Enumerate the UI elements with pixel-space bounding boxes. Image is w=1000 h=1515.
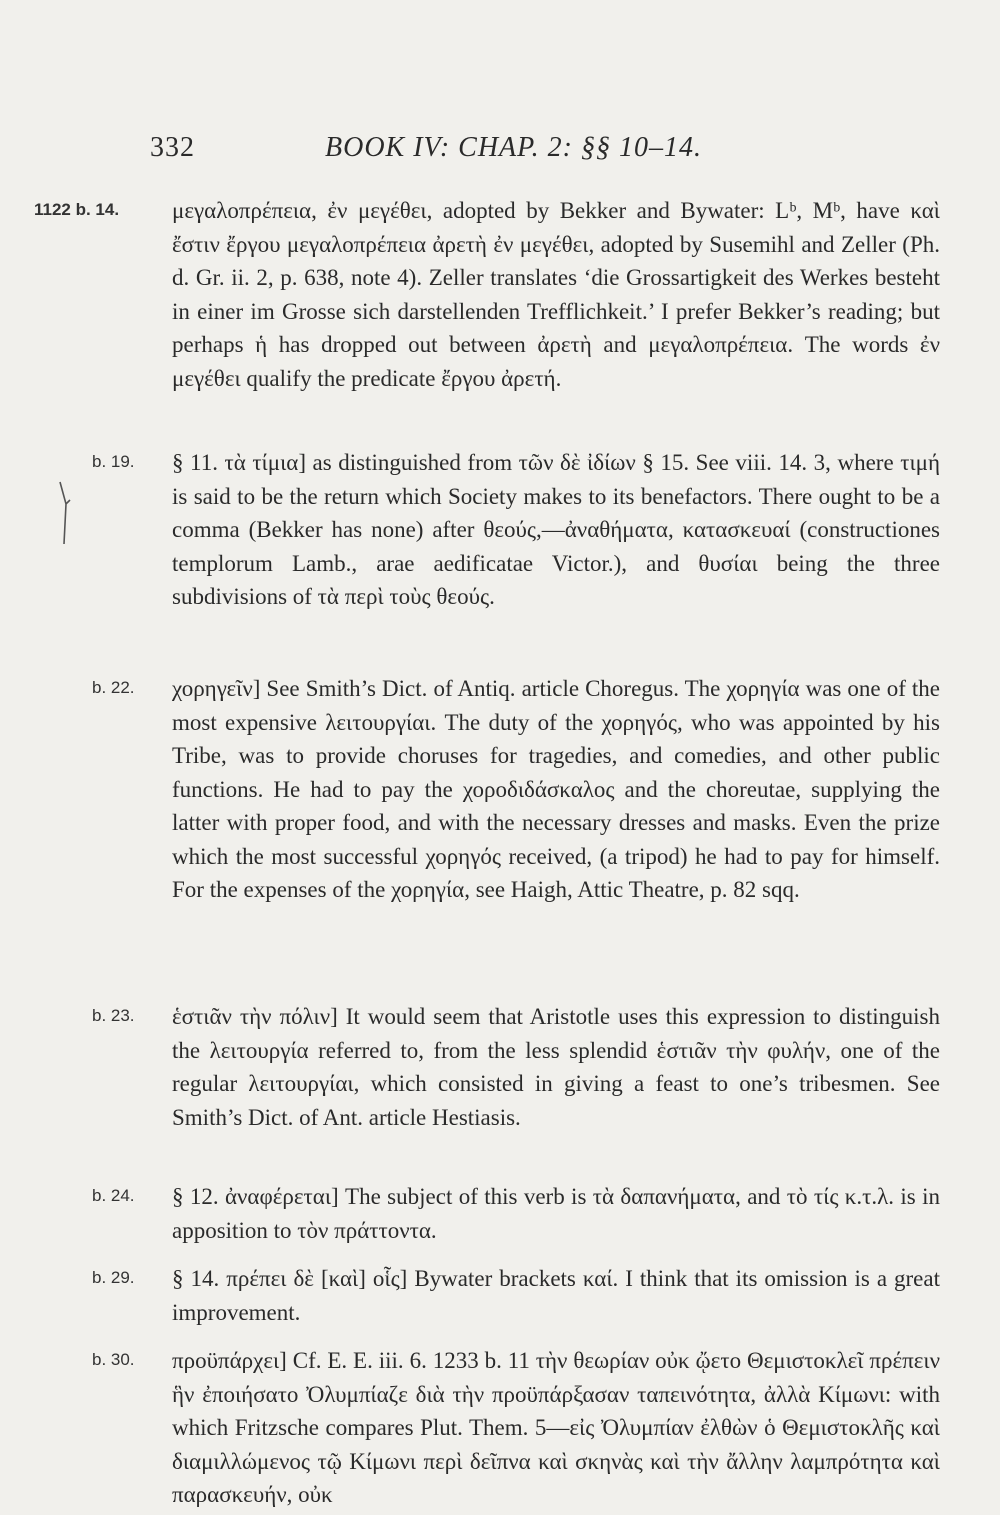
line-reference: b. 23. — [92, 1006, 135, 1025]
running-title: BOOK IV: CHAP. 2: §§ 10–14. — [325, 132, 702, 163]
line-reference: b. 22. — [92, 678, 135, 697]
note-text: § 14. πρέπει δὲ [καὶ] οἷς] Bywater brackets καί. I think that its omission is a great improvement. — [172, 1266, 940, 1325]
page-number: 332 — [150, 132, 195, 163]
running-header — [150, 132, 800, 172]
note-text: χορηγεῖν] See Smith’s Dict. of Antiq. article Choregus. The χορηγία was one of the most expensive λειτουργίαι. The duty of the χορηγός, who was appointed by his Tribe, was to provide choruses for tragedies, and comedies, and other public functions. He had to pay the χοροδιδάσκαλος and the choreutae, supplying the latter with proper food, and with the necessary dresses and masks. Even the prize which the most successful χορηγός received, (a tripod) he had to pay for himself. For the expenses of the χορηγία, see Haigh, Attic Theatre, p. 82 sqq. — [172, 676, 940, 902]
note-text: μεγαλοπρέπεια, ἐν μεγέθει, adopted by Bekker and Bywater: Lᵇ, Mᵇ, have καὶ ἔστιν ἔργου μεγαλοπρέπεια ἀρετὴ ἐν μεγέθει, adopted by Susemihl and Zeller (Ph. d. Gr. ii. 2, p. 638, note 4). Zeller translates ‘die Grossartigkeit des Werkes besteht in einer im Grosse sich darstellenden Trefflichkeit.’ I prefer Bekker’s reading; but perhaps ἡ has dropped out between ἀρετὴ and μεγαλοπρέπεια. The words ἐν μεγέθει qualify the predicate ἔργου ἀρετή. — [172, 198, 940, 391]
line-reference: b. 24. — [92, 1186, 135, 1205]
note-text: § 12. ἀναφέρεται] The subject of this verb is τὰ δαπανήματα, and τὸ τίς κ.τ.λ. is in apposition to τὸν πράττοντα. — [172, 1184, 940, 1243]
line-reference: 1122 b. 14. — [34, 200, 120, 219]
note-text: ἑστιᾶν τὴν πόλιν] It would seem that Aristotle uses this expression to distinguish the λειτουργία referred to, from the less splendid ἑστιᾶν τὴν φυλήν, one of the regular λειτουργίαι, which consisted in giving a feast to one’s tribesmen. See Smith’s Dict. of Ant. article Hestiasis. — [172, 1004, 940, 1130]
line-reference: b. 19. — [92, 452, 135, 471]
pencil-margin-mark — [52, 478, 82, 548]
line-reference: b. 30. — [92, 1350, 135, 1369]
note-text: § 11. τὰ τίμια] as distinguished from τῶν δὲ ἰδίων § 15. See viii. 14. 3, where τιμή is said to be the return which Society makes to its benefactors. There ought to be a comma (Bekker has none) after θεούς,—ἀναθήματα, κατασκευαί (constructiones templorum Lamb., arae aedificatae Victor.), and θυσίαι being the three subdivisions of τὰ περὶ τοὺς θεούς. — [172, 450, 940, 609]
note-text: προϋπάρχει] Cf. E. E. iii. 6. 1233 b. 11 τὴν θεωρίαν οὐκ ᾤετο Θεμιστοκλεῖ πρέπειν ἣν ἐποιήσατο Ὀλυμπίαζε διὰ τὴν προϋπάρξασαν ταπεινότητα, ἀλλὰ Κίμωνι: with which Fritzsche compares Plut. Them. 5—εἰς Ὀλυμπίαν ἐλθὼν ὁ Θεμιστοκλῆς καὶ διαμιλλώμενος τῷ Κίμωνι περὶ δεῖπνα καὶ σκηνὰς καὶ τὴν ἄλλην λαμπρότητα καὶ παρασκευήν, οὐκ — [172, 1348, 940, 1507]
line-reference: b. 29. — [92, 1268, 135, 1287]
